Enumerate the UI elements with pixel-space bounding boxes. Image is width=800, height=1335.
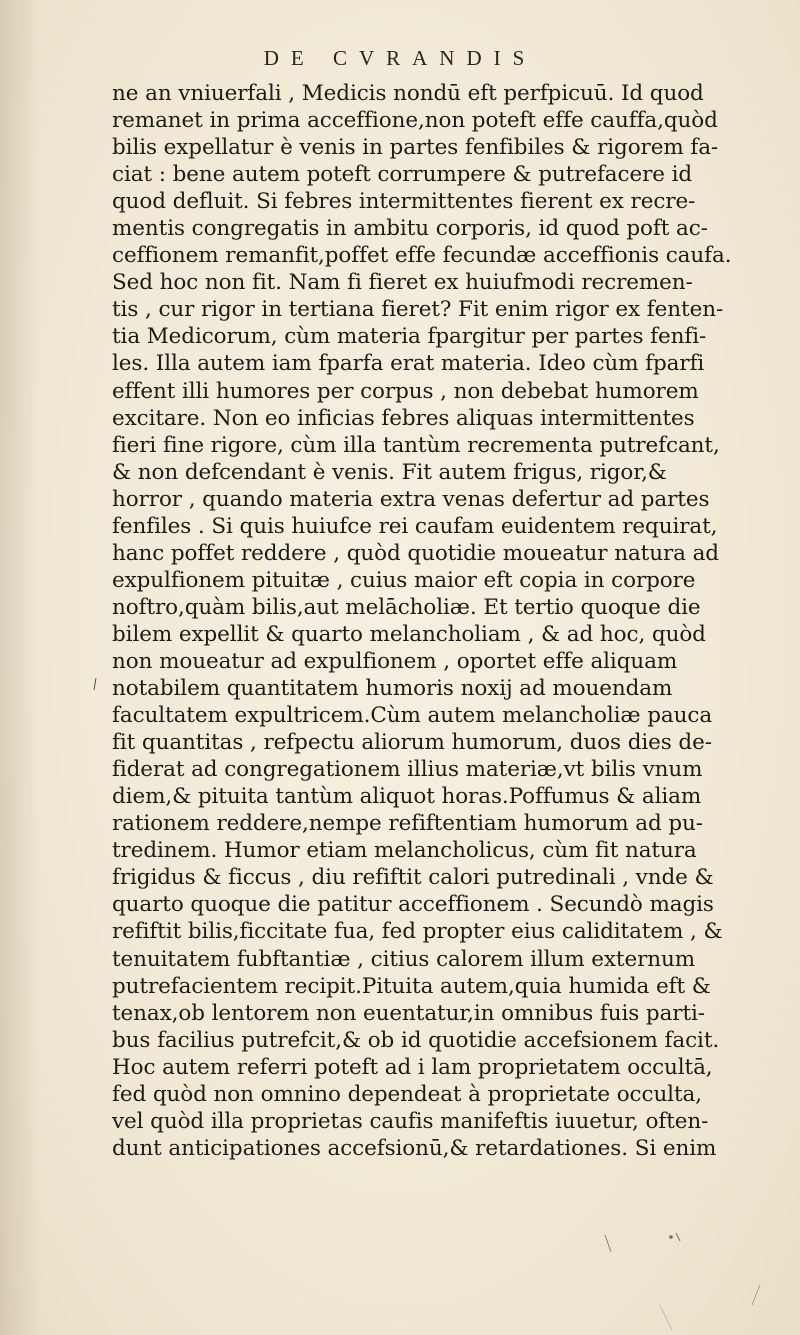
text-line: fit quantitas , refpectu aliorum humorum, duos dies de-	[112, 730, 712, 756]
text-line: effent illi humores per corpus , non debebat humorem	[112, 378, 699, 404]
text-line: putrefacientem recipit.Pituita autem,quia humida eft &	[112, 973, 711, 999]
text-line: noftro,quàm bilis,aut melācholiæ. Et tertio quoque die	[112, 594, 701, 620]
text-line: excitare. Non eo inficias febres aliquas intermittentes	[112, 405, 695, 431]
text-line: tredinem. Humor etiam melancholicus, cùm fit natura	[112, 838, 697, 864]
text-line: tia Medicorum, cùm materia fpargitur per partes fenfi-	[112, 324, 707, 350]
text-line: bilis expellatur è venis in partes fenfibiles & rigorem fa-	[112, 135, 719, 161]
text-line: expulfionem pituitæ , cuius maior eft copia in corpore	[112, 567, 696, 593]
text-line: Hoc autem referri poteft ad i lam proprietatem occultā,	[112, 1054, 713, 1080]
ink-speck	[676, 1233, 680, 1241]
running-head: DE CVRANDIS	[263, 46, 537, 70]
text-line: ciat : bene autem poteft corrumpere & putrefacere id	[112, 162, 693, 188]
text-line: quod defluit. Si febres intermittentes fierent ex recre-	[112, 189, 696, 215]
binding-gutter-shadow	[0, 0, 40, 1335]
text-line: non moueatur ad expulfionem , oportet effe aliquam	[112, 648, 678, 674]
text-line: quarto quoque die patitur acceffionem . Secundò magis	[112, 892, 714, 918]
text-line: diem,& pituita tantùm aliquot horas.Poffumus & aliam	[112, 784, 702, 810]
text-line: facultatem expultricem.Cùm autem melancholiæ pauca	[112, 703, 713, 729]
text-line: frigidus & ficcus , diu refiftit calori putredinali , vnde &	[112, 865, 714, 891]
text-line: bilem expellit & quarto melancholiam , & ad hoc, quòd	[112, 621, 706, 647]
ink-speck	[660, 1305, 672, 1330]
text-line: Sed hoc non fit. Nam fi fieret ex huiufmodi recremen-	[112, 270, 693, 296]
text-line: hanc poffet reddere , quòd quotidie moueatur natura ad	[112, 540, 719, 566]
text-line: notabilem quantitatem humoris noxij ad mouendam	[112, 676, 673, 702]
text-line: les. Illa autem iam fparfa erat materia. Ideo cùm fparfi	[112, 351, 705, 377]
text-line: fed quòd non omnino dependeat à proprietate occulta,	[112, 1081, 702, 1107]
text-line: refiftit bilis,ficcitate fua, fed propter eius caliditatem , &	[112, 919, 723, 945]
ink-speck	[669, 1235, 673, 1239]
text-line: vel quòd illa proprietas caufis manifeftis iuuetur, often-	[112, 1108, 709, 1134]
text-line: & non defcendant è venis. Fit autem frigus, rigor,&	[112, 459, 667, 485]
text-line: fieri fine rigore, cùm illa tantùm recrementa putrefcant,	[112, 432, 720, 458]
text-line: remanet in prima acceffione,non poteft effe cauffa,quòd	[112, 108, 718, 134]
text-line: bus facilius putrefcit,& ob id quotidie accefsionem facit.	[112, 1027, 720, 1053]
text-line: horror , quando materia extra venas defertur ad partes	[112, 486, 710, 512]
text-line: dunt anticipationes accefsionū,& retardationes. Si enim	[112, 1135, 717, 1161]
text-line: mentis congregatis in ambitu corporis, id quod poft ac-	[112, 216, 708, 242]
text-line: tis , cur rigor in tertiana fieret? Fit enim rigor ex fenten-	[112, 297, 724, 323]
text-line: fenfiles . Si quis huiufce rei caufam euidentem requirat,	[112, 513, 718, 539]
ink-speck	[752, 1285, 760, 1305]
text-line: tenuitatem fubftantiæ , citius calorem illum externum	[112, 946, 696, 972]
text-line: fiderat ad congregationem illius materiæ,vt bilis vnum	[112, 757, 703, 783]
ink-speck	[605, 1235, 611, 1252]
text-line: ceffionem remanfit,poffet effe fecundæ acceffionis caufa.	[112, 243, 732, 269]
text-line: ne an vniuerfali , Medicis nondū eft perfpicuū. Id quod	[112, 81, 704, 106]
text-line: tenax,ob lentorem non euentatur,in omnibus fuis parti-	[112, 1000, 705, 1026]
body-text	[112, 80, 772, 1162]
text-line: rationem reddere,nempe refiftentiam humorum ad pu-	[112, 811, 703, 837]
ink-speck	[94, 678, 96, 690]
